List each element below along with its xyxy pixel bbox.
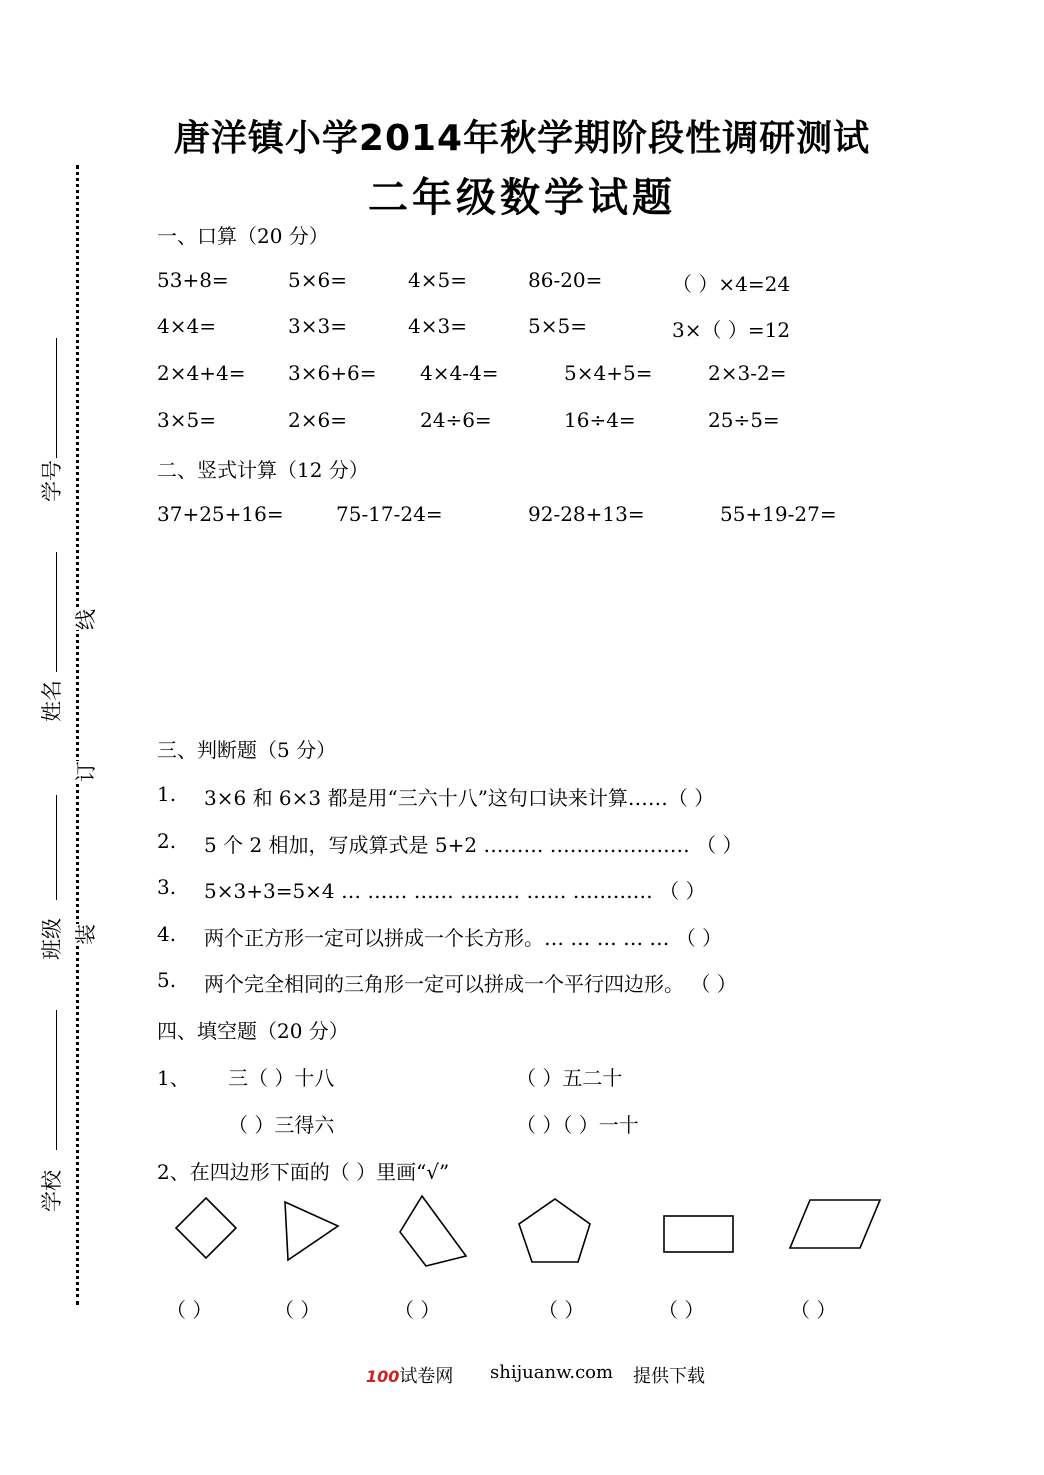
- oral-item: 3×（ ）=12: [672, 318, 791, 342]
- judge-text: 3×6 和 6×3 都是用“三六十八”这句口诀来计算……（ ）: [204, 786, 715, 810]
- oral-item: 86-20=: [528, 268, 603, 292]
- oral-item: 4×5=: [408, 268, 467, 292]
- section4-heading: 四、填空题（20 分）: [157, 1019, 349, 1043]
- judge-text: 5 个 2 相加，写成算式是 5+2 ……… ………………… （ ）: [204, 833, 743, 857]
- vertical-calc-item: 92-28+13=: [528, 502, 645, 526]
- shape-answer-paren: （ ）: [166, 1298, 213, 1322]
- oral-item: 53+8=: [157, 268, 229, 292]
- student-no-underline: [56, 338, 57, 458]
- oral-item: 4×3=: [408, 314, 467, 338]
- student-no-label: 学号: [40, 460, 64, 502]
- oral-item: 24÷6=: [420, 408, 492, 432]
- fill-q1-label: 1、: [157, 1066, 190, 1090]
- oral-item: 3×6+6=: [288, 361, 377, 385]
- diamond-shape: [170, 1192, 242, 1264]
- footer-provided: 提供下载: [633, 1366, 705, 1387]
- section2-heading: 二、竖式计算（12 分）: [157, 458, 369, 482]
- binding-line-char: 线: [70, 609, 100, 630]
- judge-num: 2.: [157, 829, 177, 853]
- section3-heading: 三、判断题（5 分）: [157, 738, 337, 762]
- oral-item: 5×5=: [528, 314, 587, 338]
- judge-num: 3.: [157, 875, 177, 899]
- class-underline: [56, 795, 57, 900]
- footer-brand[interactable]: [366, 1362, 453, 1388]
- oral-item: 4×4=: [157, 314, 216, 338]
- shape-answer-paren: （ ）: [538, 1298, 585, 1322]
- judge-text: 两个完全相同的三角形一定可以拼成一个平行四边形。 （ ）: [204, 972, 737, 996]
- judge-num: 5.: [157, 968, 177, 992]
- binding-bind-char: 装: [70, 924, 100, 945]
- oral-item: （ ）×4=24: [672, 272, 791, 296]
- footer-domain[interactable]: shijuanw.com: [490, 1362, 614, 1383]
- vertical-calc-item: 55+19-27=: [720, 502, 837, 526]
- shape-answer-paren: （ ）: [658, 1298, 705, 1322]
- shape-answer-paren: （ ）: [394, 1298, 441, 1322]
- quadrilateral-shape: [394, 1190, 474, 1272]
- footer-site-name: 试卷网: [399, 1366, 454, 1387]
- pentagon-shape: [514, 1194, 596, 1268]
- triangle-shape: [280, 1196, 344, 1266]
- school-underline: [56, 1010, 57, 1150]
- site-logo-icon: 100: [366, 1367, 400, 1386]
- fill-blank-item: （ ）五二十: [516, 1066, 623, 1090]
- vertical-calc-item: 37+25+16=: [157, 502, 284, 526]
- fill-blank-item: 三（ ）十八: [228, 1066, 335, 1090]
- fill-blank-item: （ ）三得六: [228, 1113, 335, 1137]
- judge-num: 4.: [157, 922, 177, 946]
- fill-q2-text: 2、在四边形下面的（ ）里画“√”: [157, 1160, 450, 1184]
- oral-item: 2×3-2=: [708, 361, 787, 385]
- oral-item: 25÷5=: [708, 408, 780, 432]
- oral-item: 2×6=: [288, 408, 347, 432]
- section1-heading: 一、口算（20 分）: [157, 224, 329, 248]
- name-label: 姓名: [40, 680, 64, 722]
- school-label: 学校: [40, 1170, 64, 1212]
- shape-answer-paren: （ ）: [274, 1298, 321, 1322]
- shape-answer-paren: （ ）: [790, 1298, 837, 1322]
- oral-item: 16÷4=: [564, 408, 636, 432]
- binding-dotted-line: [76, 165, 79, 1305]
- oral-item: 2×4+4=: [157, 361, 246, 385]
- exam-title: 唐洋镇小学2014年秋学期阶段性调研测试: [173, 118, 871, 159]
- oral-item: 5×6=: [288, 268, 347, 292]
- rectangle-shape: [660, 1212, 738, 1256]
- judge-text: 5×3+3=5×4 … …… …… ……… …… ………… （ ）: [204, 879, 706, 903]
- name-underline: [56, 552, 57, 672]
- judge-text: 两个正方形一定可以拼成一个长方形。… … … … … （ ）: [204, 926, 723, 950]
- oral-item: 3×5=: [157, 408, 216, 432]
- fill-blank-item: （ ）（ ）一十: [516, 1113, 639, 1137]
- oral-item: 4×4-4=: [420, 361, 499, 385]
- exam-subtitle: 二年级数学试题: [368, 174, 676, 221]
- binding-staple-char: 订: [70, 761, 100, 782]
- judge-num: 1.: [157, 782, 177, 806]
- vertical-calc-item: 75-17-24=: [336, 502, 443, 526]
- oral-item: 3×3=: [288, 314, 347, 338]
- oral-item: 5×4+5=: [564, 361, 653, 385]
- class-label: 班级: [40, 918, 64, 960]
- parallelogram-shape: [786, 1194, 884, 1254]
